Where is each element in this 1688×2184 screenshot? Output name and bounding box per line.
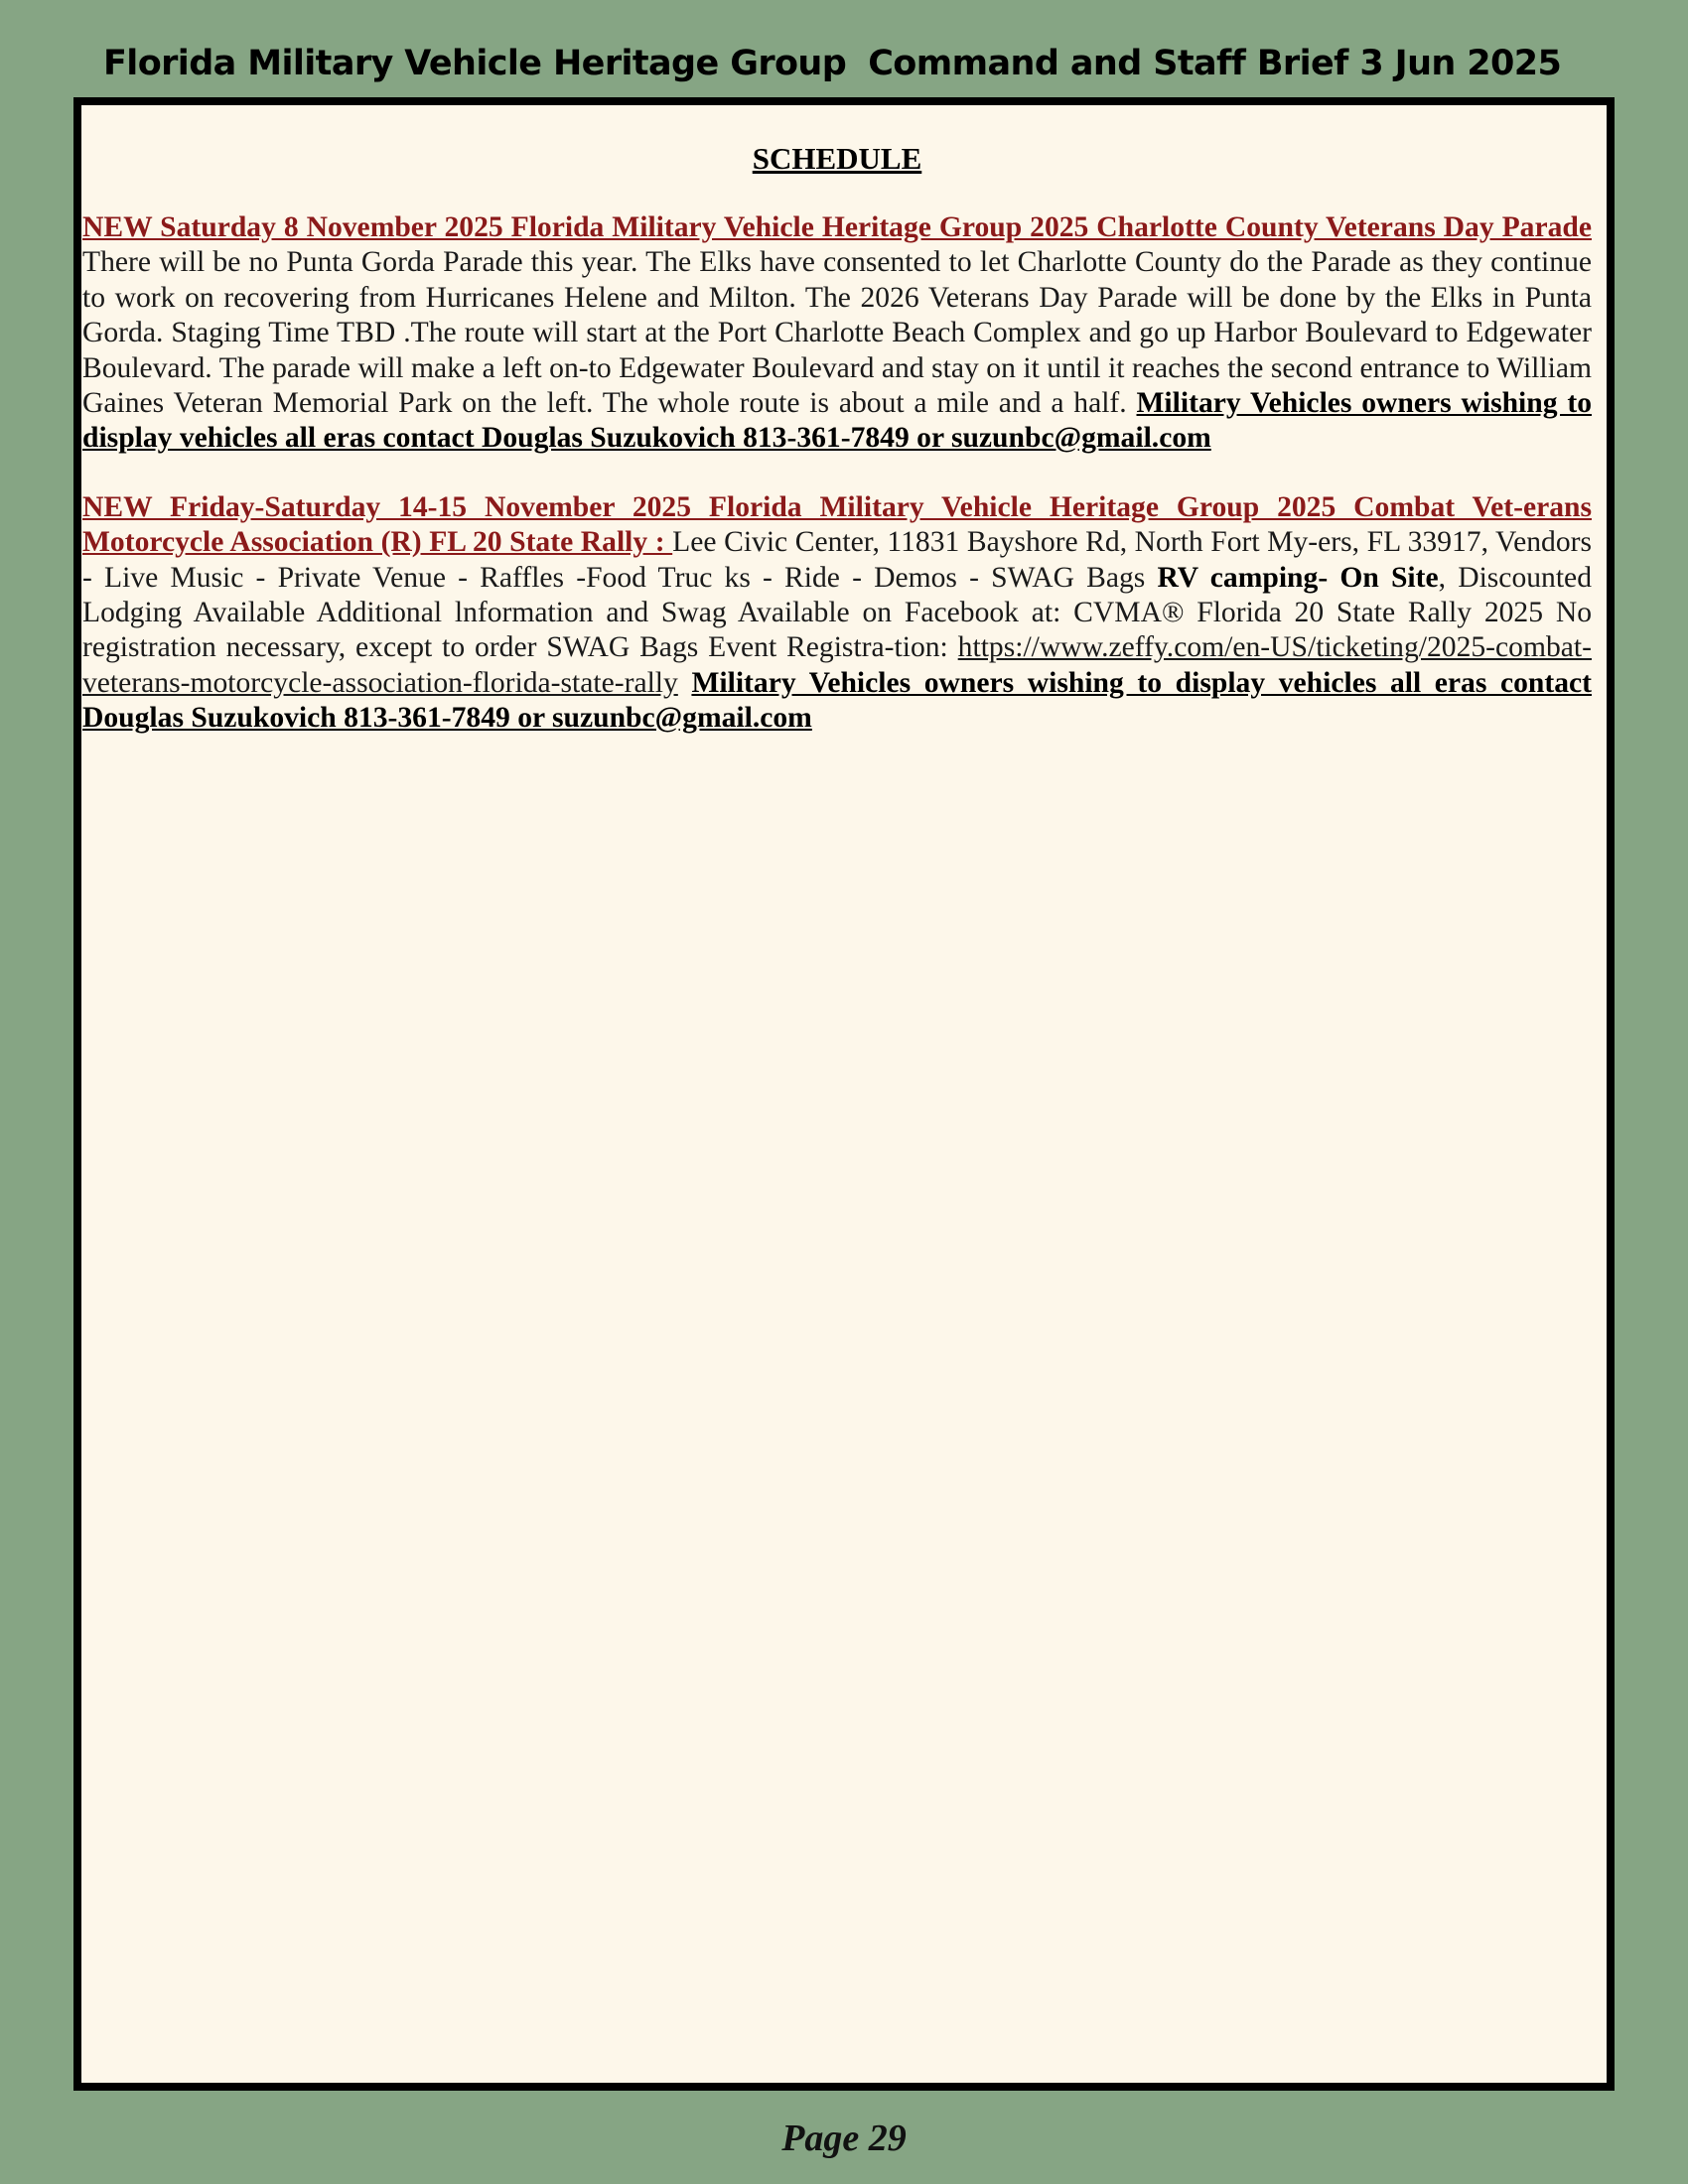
header-brief-title: Command and Staff Brief 3 Jun 2025 <box>868 44 1562 83</box>
event-body-continued: , Discounted Lodging Available Additional lnformation and Swag Available on Facebook at: CVMA® Florida 20 State Rally 2025 No registration necessary, except to order SWAG Bags Event Registra-tion: <box>82 561 1592 664</box>
event-title: NEW Friday-Saturday 14-15 November 2025 Florida Military Vehicle Heritage Group 2025 Combat Vet-erans Motorcycle Association (R) FL 20 State Rally : <box>82 490 1592 559</box>
header-org-title: Florida Military Vehicle Heritage Group <box>103 44 847 83</box>
event-registration-link[interactable]: https://www.zeffy.com/en-US/ticketing/2025-combat-veterans-motorcycle-association-florida-state-rally <box>82 631 1592 699</box>
schedule-section <box>82 141 1592 770</box>
event-title: NEW Saturday 8 November 2025 Florida Military Vehicle Heritage Group 2025 Charlotte County Veterans Day Parade <box>82 211 1592 243</box>
page-number: Page 29 <box>781 2117 907 2159</box>
event-item-parade <box>82 210 1592 457</box>
event-contact: Military Vehicles owners wishing to display vehicles all eras contact Douglas Suzukovich 813-361-7849 or suzunbc@gmail.com <box>82 387 1592 455</box>
schedule-heading: SCHEDULE <box>752 141 922 176</box>
event-item-rally <box>82 490 1592 737</box>
event-contact: Military Vehicles owners wishing to display vehicles all eras contact Douglas Suzukovich 813-361-7849 or suzunbc@gmail.com <box>82 666 1592 735</box>
event-rv-camping: RV camping- On Site <box>1157 561 1439 594</box>
event-body: There will be no Punta Gorda Parade this year. The Elks have consented to let Charlotte County do the Parade as they continue to work on recovering from Hurricanes Helene and Milton. The 2026 Veterans Day Parade will be done by the Elks in Punta Gorda. Staging Time TBD .The route will start at the Port Charlotte Beach Complex and go up Harbor Boulevard to Edgewater Boulevard. The parade will make a left on-to Edgewater Boulevard and stay on it until it reaches the second entrance to William Gaines Veteran Memorial Park on the left. The whole route is about a mile and a half. <box>82 246 1592 420</box>
event-body: Lee Civic Center, 11831 Bayshore Rd, North Fort My-ers, FL 33917, Vendors - Live Music - Private Venue - Raffles -Food Truc ks - Ride - Demos - SWAG Bags <box>82 526 1592 594</box>
page-header <box>103 44 1652 83</box>
